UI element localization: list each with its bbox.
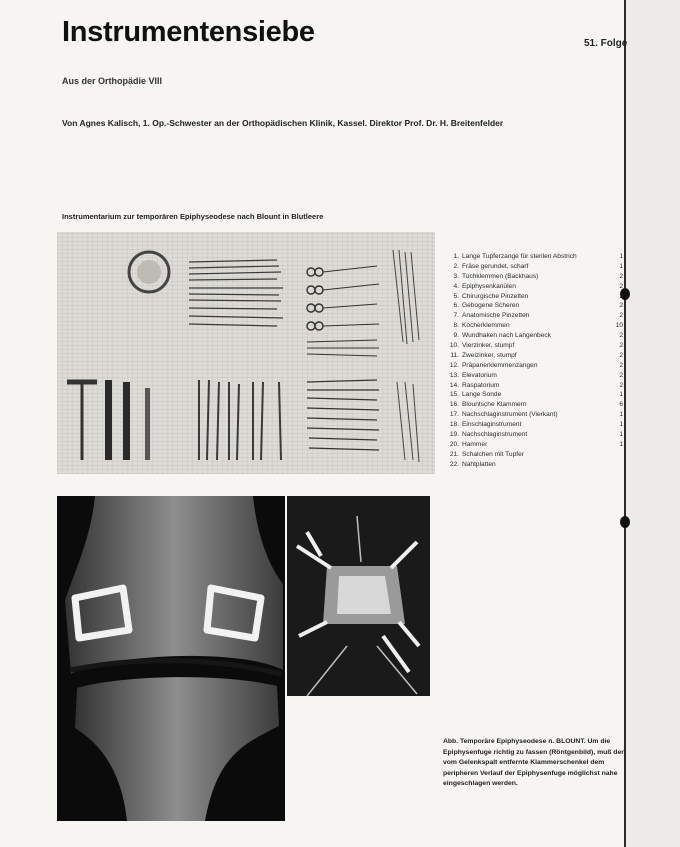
list-item-number: 11. — [450, 351, 459, 359]
list-item-count: 2 — [619, 292, 623, 300]
list-item-count: 2 — [619, 282, 623, 290]
list-item-number: 21. — [449, 450, 459, 458]
list-item-count: 1 — [619, 262, 623, 270]
series-number: 51. Folge — [584, 38, 628, 49]
page-subtitle: Aus der Orthopädie VIII — [62, 76, 163, 86]
figure-caption: Abb. Temporäre Epiphyseodese n. BLOUNT. Um die Epiphysenfuge richtig zu fassen (Röntgenbild), muß der vom Gelenkspalt entfernte Klammerschenkel dem peripheren Verlauf der Epiphysenfuge möglichst nahe eingeschlagen werden. — [443, 738, 624, 788]
xray-photo — [57, 496, 285, 821]
list-item-count: 2 — [619, 371, 623, 379]
list-item-number: 18. — [449, 421, 459, 429]
list-item-number: 14. — [449, 381, 459, 389]
list-item-number: 1. — [453, 253, 459, 260]
list-item-label: Hammer — [462, 440, 488, 448]
list-item-label: Elevatorium — [462, 371, 497, 379]
list-item — [443, 430, 625, 440]
list-item — [443, 390, 625, 400]
list-item-count: 2 — [619, 302, 623, 310]
list-item-number: 12. — [449, 361, 459, 369]
list-item-number: 22. — [449, 460, 459, 468]
list-item — [443, 301, 625, 311]
instrument-tray-illustration — [57, 232, 435, 474]
binder-hole — [620, 516, 630, 528]
instrument-list — [443, 252, 625, 470]
instrument-tray-photo — [57, 232, 435, 474]
list-item-count: 1 — [619, 440, 623, 448]
list-item — [443, 311, 625, 321]
list-item-label: Tuchklemmen (Backhaus) — [462, 272, 539, 280]
list-item-count: 1 — [619, 253, 623, 260]
list-item — [443, 381, 625, 391]
list-item-count: 10 — [615, 322, 623, 330]
xray-illustration — [57, 496, 285, 821]
list-item — [443, 400, 625, 410]
list-item-number: 15. — [449, 391, 459, 399]
list-item-number: 20. — [449, 440, 459, 448]
list-item — [443, 252, 625, 262]
list-item-count: 2 — [619, 312, 623, 320]
list-item — [443, 420, 625, 430]
list-item-number: 16. — [449, 401, 459, 409]
list-item-number: 10. — [449, 342, 459, 350]
list-item — [443, 262, 625, 272]
list-item — [443, 351, 625, 361]
next-page-edge — [624, 0, 680, 847]
list-item-count: 1 — [619, 431, 623, 439]
list-item-label: Schalchen mit Tupfer — [462, 450, 524, 458]
list-item-count: 1 — [619, 421, 623, 429]
list-item-count: 2 — [619, 332, 623, 340]
list-item-number: 7. — [453, 312, 459, 320]
list-item-number: 19. — [449, 431, 459, 439]
surgical-site-photo — [287, 496, 430, 696]
list-item-label: Raspatorium — [462, 381, 500, 389]
list-item-number: 5. — [453, 292, 459, 300]
list-item-label: Nachschlaginstrument — [462, 431, 528, 439]
list-item — [443, 282, 625, 292]
list-item-label: Nahtplatten — [462, 460, 496, 468]
surgical-site-illustration — [287, 496, 430, 696]
list-item-number: 4. — [453, 282, 459, 290]
list-item — [443, 272, 625, 282]
list-item-number: 17. — [449, 411, 459, 419]
instrument-tray-caption: Instrumentarium zur temporären Epiphyseodese nach Blount in Blutleere — [62, 212, 324, 221]
list-item-label: Einschlaginstrument — [462, 421, 522, 429]
list-item-number: 8. — [453, 322, 459, 330]
author-byline: Von Agnes Kalisch, 1. Op.-Schwester an der Orthopädischen Klinik, Kassel. Direktor Prof. Dr. H. Breitenfelder — [62, 118, 504, 128]
list-item — [443, 331, 625, 341]
list-item-count: 2 — [619, 351, 623, 359]
list-item-count: 1 — [619, 391, 623, 399]
list-item-count: 2 — [619, 342, 623, 350]
list-item-label: Präparierklemmenzangen — [462, 361, 538, 369]
list-item-number: 9. — [453, 332, 459, 340]
list-item-number: 3. — [453, 272, 459, 280]
list-item-label: Chirurgische Pinzetten — [462, 292, 529, 300]
list-item — [443, 361, 625, 371]
list-item — [443, 341, 625, 351]
list-item-label: Blountsche Klammern — [462, 401, 527, 409]
list-item-label: Kocherklemmen — [462, 322, 510, 330]
list-item-count: 1 — [619, 411, 623, 419]
list-item-label: Anatomische Pinzetten — [462, 312, 530, 320]
list-item-label: Wundhaken nach Langenbeck — [462, 332, 551, 340]
list-item-count: 2 — [619, 361, 623, 369]
list-item-label: Epiphysenkanülen — [462, 282, 516, 290]
list-item — [443, 450, 625, 460]
list-item-label: Nachschlaginstrument (Vierkant) — [462, 411, 558, 419]
list-item-number: 2. — [453, 262, 459, 270]
list-item — [443, 321, 625, 331]
list-item-label: Gebogene Scheren — [462, 302, 520, 310]
list-item — [443, 292, 625, 302]
page-title: Instrumentensiebe — [62, 16, 315, 48]
list-item-label: Lange Tupferzange für sterilen Abstrich — [462, 253, 577, 260]
list-item — [443, 460, 625, 470]
list-item-count: 2 — [619, 272, 623, 280]
list-item-label: Lange Sonde — [462, 391, 502, 399]
list-item — [443, 440, 625, 450]
list-item — [443, 371, 625, 381]
list-item-count: 2 — [619, 381, 623, 389]
list-item — [443, 410, 625, 420]
list-item-label: Zweizinker, stumpf — [462, 351, 517, 359]
list-item-number: 13. — [449, 371, 459, 379]
list-item-label: Fräse gerundet, scharf — [462, 262, 529, 270]
list-item-count: 6 — [619, 401, 623, 409]
list-item-label: Vierzinker, stumpf — [462, 342, 515, 350]
list-item-number: 6. — [453, 302, 459, 310]
